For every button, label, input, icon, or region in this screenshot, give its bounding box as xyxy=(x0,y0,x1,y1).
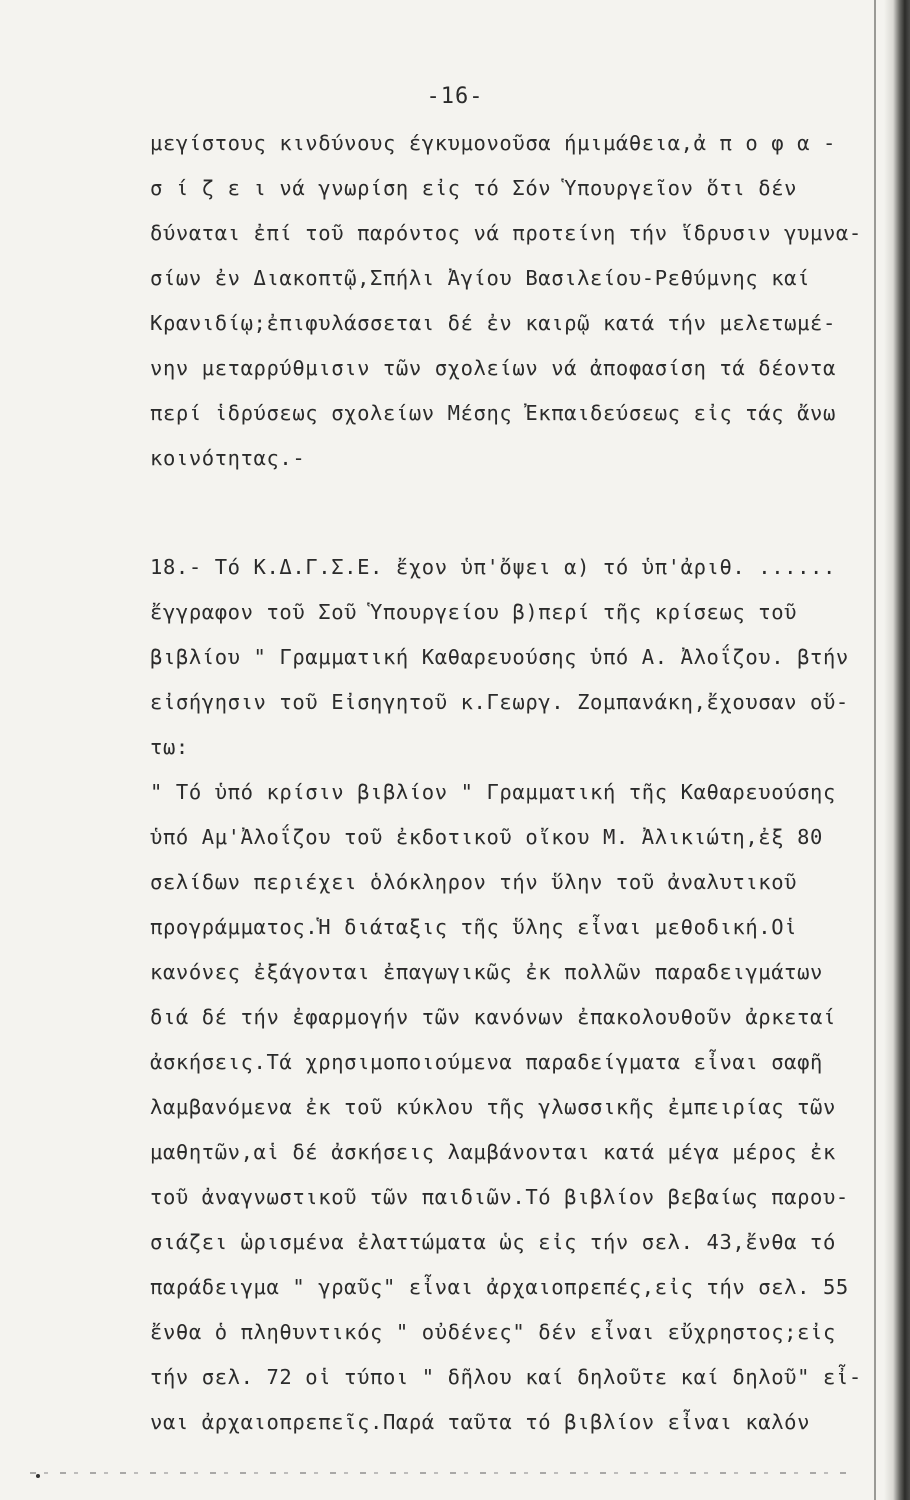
text-line: παράδειγμα " γραῦς" εἶναι ἀρχαιοπρεπές,εἰς τήν σελ. 55 xyxy=(150,1275,849,1299)
text-line: μαθητῶν,αἱ δέ ἀσκήσεις λαμβάνονται κατά μέγα μέρος ἐκ xyxy=(150,1140,836,1164)
text-line: σ ί ζ ε ι νά γνωρίση εἰς τό Σόν Ὑπουργεῖον ὅτι δέν xyxy=(150,176,798,200)
text-line: σίων ἐν Διακοπτῷ,Σπήλι Ἀγίου Βασιλείου-Ρεθύμνης καί xyxy=(150,266,811,290)
text-line: περί ἱδρύσεως σχολείων Μέσης Ἐκπαιδεύσεως εἰς τάς ἄνω xyxy=(150,401,836,425)
text-line: εἰσήγησιν τοῦ Εἰσηγητοῦ κ.Γεωργ. Ζομπανάκη,ἔχουσαν οὕ- xyxy=(150,690,849,714)
text-line: διά δέ τήν ἐφαρμογήν τῶν κανόνων ἐπακολουθοῦν ἀρκεταί xyxy=(150,1005,836,1029)
text-line: " Τό ὑπό κρίσιν βιβλίον " Γραμματική τῆς Καθαρευούσης xyxy=(150,780,836,804)
text-line: ναι ἀρχαιοπρεπεῖς.Παρά ταῦτα τό βιβλίον εἶναι καλόν xyxy=(150,1410,811,1434)
text-line: λαμβανόμενα ἐκ τοῦ κύκλου τῆς γλωσσικῆς ἐμπειρίας τῶν xyxy=(150,1095,836,1119)
text-line: ἀσκήσεις.Τά χρησιμοποιούμενα παραδείγματα εἶναι σαφῆ xyxy=(150,1050,823,1074)
text-line: προγράμματος.Ἡ διάταξις τῆς ὕλης εἶναι μεθοδική.Οἱ xyxy=(150,915,798,939)
text-line: κοινότητας.- xyxy=(150,446,306,470)
page-edge-line xyxy=(874,0,876,1500)
text-line: ὑπό Αμ'Ἀλοΐζου τοῦ ἐκδοτικοῦ οἴκου Μ. Ἀλικιώτη,ἐξ 80 xyxy=(150,825,823,849)
text-line: δύναται ἐπί τοῦ παρόντος νά προτείνη τήν ἵδρυσιν γυμνα- xyxy=(150,221,862,245)
text-line: ἔνθα ὁ πληθυντικός " οὐδένες" δέν εἶναι εὔχρηστος;εἰς xyxy=(150,1320,836,1344)
scan-artifact-line xyxy=(30,1472,850,1474)
text-line: 18.- Τό Κ.Δ.Γ.Σ.Ε. ἔχον ὑπ'ὄψει α) τό ὑπ'ἀριθ. ...... xyxy=(150,555,836,579)
text-line: ἔγγραφον τοῦ Σοῦ Ὑπουργείου β)περί τῆς κρίσεως τοῦ xyxy=(150,600,798,624)
text-line: βιβλίου " Γραμματική Καθαρευούσης ὑπό Α. Ἀλοΐζου. βτήν xyxy=(150,645,849,669)
text-line: τοῦ ἀναγνωστικοῦ τῶν παιδιῶν.Τό βιβλίον βεβαίως παρου- xyxy=(150,1185,849,1209)
text-line: τήν σελ. 72 οἱ τύποι " δῆλου καί δηλοῦτε καί δηλοῦ" εἶ- xyxy=(150,1365,862,1389)
text-line: σελίδων περιέχει ὁλόκληρον τήν ὕλην τοῦ ἀναλυτικοῦ xyxy=(150,870,798,894)
text-line: Κρανιδίῳ;ἐπιφυλάσσεται δέ ἐν καιρῷ κατά τήν μελετωμέ- xyxy=(150,311,836,335)
page-number: -16- xyxy=(426,84,484,109)
text-line: τω: xyxy=(150,735,189,759)
text-line: νην μεταρρύθμισιν τῶν σχολείων νά ἀποφασίση τά δέοντα xyxy=(150,356,836,380)
text-line: μεγίστους κινδύνους έγκυμονοῦσα ήμιμάθεια,ἀ π ο φ α - xyxy=(150,131,836,155)
scan-artifact-dot xyxy=(36,1474,40,1478)
text-line: σιάζει ὡρισμένα ἐλαττώματα ὡς εἰς τήν σελ. 43,ἔνθα τό xyxy=(150,1230,836,1254)
text-line: κανόνες ἐξάγονται ἐπαγωγικῶς ἐκ πολλῶν παραδειγμάτων xyxy=(150,960,823,984)
scan-page-edge xyxy=(884,0,910,1500)
